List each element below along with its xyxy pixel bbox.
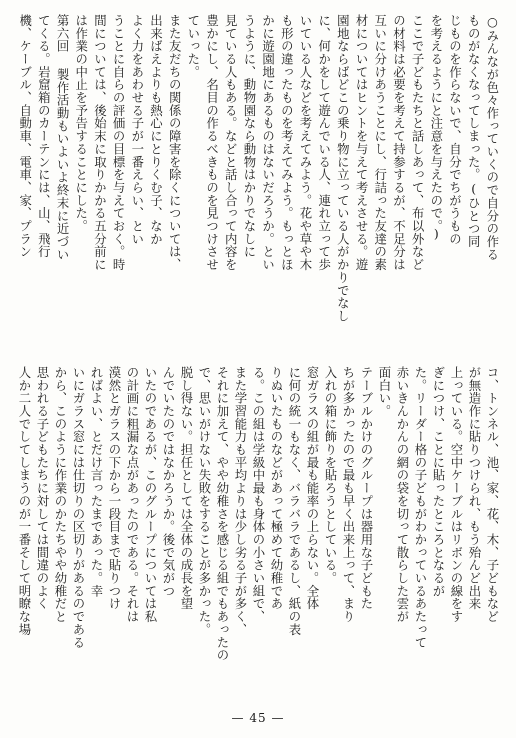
text-column: ここで子どもたちと話しあって、布以外など bbox=[410, 14, 426, 271]
text-column: 間については、後始末に取りかかる五分前に bbox=[92, 14, 108, 271]
text-column: かに遊園地にあるものはないだろうか。とい bbox=[260, 14, 276, 271]
text-column: ていった。 bbox=[185, 14, 201, 79]
text-column: 漠然とガラスの下から一段目まで貼りつけ bbox=[107, 366, 122, 611]
text-column: 入れの箱に飾りを貼ろうとしている。 bbox=[323, 366, 338, 585]
text-column: 面白い。 bbox=[377, 366, 392, 418]
text-column: 材についてはヒントを与えて考えさせる。遊 bbox=[354, 14, 370, 271]
upper-text-section bbox=[16, 14, 502, 324]
text-column: 見ている人もある。などと話し合って内容を bbox=[223, 14, 239, 271]
text-column: じものを作らないで、自分でちがうもの bbox=[447, 14, 463, 246]
text-column: いにガラス窓には仕切りの区切りがあるのである bbox=[71, 366, 86, 649]
text-column: 脱し得ない。担任としては全体の成長を望 bbox=[179, 366, 194, 611]
text-column: も形の違ったものを考えてみよう。もっとほ bbox=[279, 14, 295, 271]
text-column: 思われる子どもたちに対しては間違のよく bbox=[35, 366, 50, 611]
text-column: テーブルかけのグループは器用な子どもた bbox=[359, 366, 374, 611]
text-column: 出来ばえよりも熱心にとりくむ子、なか bbox=[148, 14, 164, 246]
text-column: また友だちの関係の障害を除くについては、 bbox=[167, 14, 183, 271]
text-column: 園地ならばどこの乗り物に立っている人がかりでなし bbox=[335, 14, 351, 323]
text-column: の計画に粗漏な点があったのである。それは bbox=[125, 366, 140, 623]
text-column: 赤いきんかんの網の袋を切って散らした雲が bbox=[395, 366, 410, 623]
text-column: 人か二人でしてしまうのが一番そして明瞭な場 bbox=[17, 366, 32, 636]
text-column: ればよい、とだけ言ったまであった。幸 bbox=[89, 366, 104, 598]
text-column: 機、ケーブル、自動車、電車、家、プラン bbox=[17, 14, 33, 259]
text-column: 第六回 製作活動もいよいよ終末に近づい bbox=[55, 14, 71, 261]
text-column: で、思いがけない失敗をすることが多かった。 bbox=[197, 366, 212, 636]
text-column: が無造作に貼りつけられ、もう殆んど出来 bbox=[467, 366, 482, 611]
text-column: いている人などを考えてみよう。花や草や木 bbox=[298, 14, 313, 271]
text-column: よく力をあわせる子が一番えらい、とい bbox=[129, 14, 145, 246]
page-number: — 45 — bbox=[231, 711, 285, 725]
text-column: うことに自らの評価の目標を与えておく。時 bbox=[111, 14, 127, 271]
text-column: は作業の中止を予告することにした。 bbox=[73, 14, 89, 233]
text-column: 窓ガラスの組が最も能率の上らない。全体 bbox=[305, 366, 320, 611]
text-column: から、このように作業のかたちやや幼稚だと bbox=[53, 366, 68, 623]
text-column: ちが多かったので最も早く出来上って、まり bbox=[341, 366, 356, 623]
text-column: りぬいたものなどがあって極めて幼稚であ bbox=[269, 366, 284, 611]
text-column: てくる。岩窟箱のカーテンには、山、飛行 bbox=[36, 14, 52, 259]
lower-text-section bbox=[16, 366, 502, 688]
text-column: 上っている。空中ケーブルはリボンの線をす bbox=[449, 366, 464, 623]
text-column: それに加えて、やや幼稚さを感じる組でもあったの bbox=[215, 366, 230, 662]
text-column: を考えるようにと注意を与えたので。) bbox=[428, 14, 444, 242]
text-column: る。この組は学級中最も身体の小さい組で、 bbox=[251, 366, 266, 623]
text-column: んでいたのではなかろうか。後で気がつ bbox=[161, 366, 176, 598]
text-column: に何の統一もなく、バラバラであるし、紙の表 bbox=[287, 366, 302, 636]
text-column: また学習能力も平均よりは少し劣る子が多く、 bbox=[233, 366, 248, 636]
text-column: ものがなくなってしまった。(ひとつ同 bbox=[466, 14, 482, 248]
text-column: コ、トンネル、池、家、花、木、子どもなど bbox=[485, 366, 500, 623]
text-column: 豊かにし、名目の作るべきものを見つけさせ bbox=[204, 14, 220, 271]
text-column: ぎにつけ、ことに貼ったところとなるが bbox=[431, 366, 446, 598]
text-column: いたのであるが、このグループについては私 bbox=[143, 366, 158, 623]
text-column: た。リーダー格の子どもがわかっているあたって bbox=[413, 366, 428, 649]
text-column: 互いに分けあうことにし、行詰った友達の素 bbox=[372, 14, 388, 271]
text-column: ○みんなが色々作っていくので自分の作る bbox=[484, 14, 500, 261]
text-column: に、何かをして遊んでいる人、連れ立って歩 bbox=[316, 14, 332, 271]
text-column: の材料は必要を考えて持参するが、不足分は bbox=[391, 14, 407, 271]
text-column: うように、動物園なら動物はかりでなしに bbox=[241, 14, 257, 259]
